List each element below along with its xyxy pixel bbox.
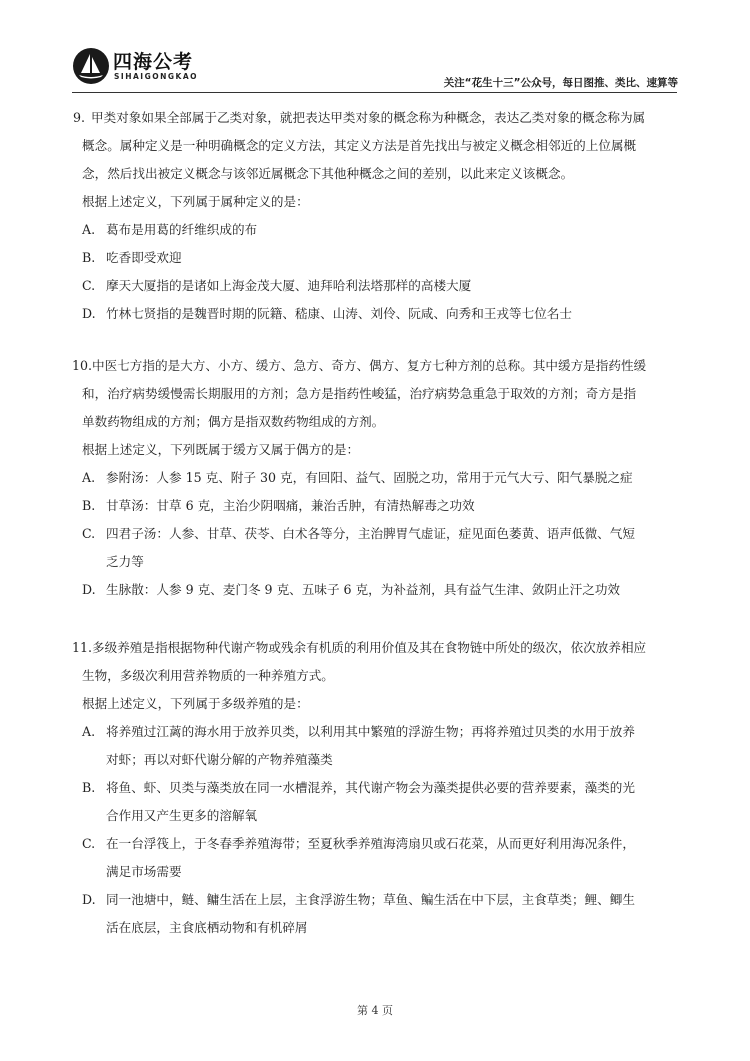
option-text: 甘草汤：甘草 6 克，主治少阴咽痛，兼治舌肿，有清热解毒之功效: [106, 498, 475, 513]
question-stem-line: 生物，多级次利用营养物质的一种养殖方式。: [82, 668, 334, 683]
question-9: [72, 104, 678, 328]
option-text: 葛布是用葛的纤维织成的布: [106, 222, 258, 237]
option-label: A.: [82, 724, 96, 739]
option-c: [72, 830, 678, 858]
option-d: [72, 576, 678, 604]
question-prompt: 根据上述定义，下列既属于缓方又属于偶方的是：: [82, 442, 360, 457]
stem-text: 甲类对象如果全部属于乙类对象，就把表达甲类对象的概念称为种概念，表达乙类对象的概念称为属: [91, 110, 646, 125]
question-stem-line: [72, 104, 678, 132]
sailboat-logo-icon: [73, 48, 109, 84]
question-stem-line: [72, 352, 678, 380]
option-text: 将养殖过江蓠的海水用于放养贝类，以利用其中繁殖的浮游生物；再将养殖过贝类的水用于放养: [106, 724, 635, 739]
option-b: [72, 492, 678, 520]
stem-text: 中医七方指的是大方、小方、缓方、急方、奇方、偶方、复方七种方剂的总称。其中缓方是指药性缓: [92, 358, 647, 373]
option-label: C.: [82, 278, 96, 293]
question-number: 10.: [72, 358, 93, 373]
option-label: A.: [82, 222, 96, 237]
option-a: [72, 216, 678, 244]
option-a: [72, 464, 678, 492]
brand-name: 四海公考: [113, 51, 194, 73]
option-text: 竹林七贤指的是魏晋时期的阮籍、嵇康、山涛、刘伶、阮咸、向秀和王戎等七位名士: [106, 306, 572, 321]
option-text: 吃香即受欢迎: [106, 250, 182, 265]
option-text-continued: 乏力等: [106, 554, 144, 569]
option-label: C.: [82, 526, 96, 541]
option-c: [72, 520, 678, 548]
option-text: 同一池塘中，鲢、鳙生活在上层，主食浮游生物；草鱼、鳊生活在中下层，主食草类；鲤、鲫生: [106, 892, 635, 907]
option-label: B.: [82, 250, 96, 265]
stem-text: 多级养殖是指根据物种代谢产物或残余有机质的利用价值及其在食物链中所处的级次，依次放养相应: [92, 640, 647, 655]
page-header: [0, 0, 750, 92]
option-text: 摩天大厦指的是诸如上海金茂大厦、迪拜哈利法塔那样的高楼大厦: [106, 278, 472, 293]
question-stem-line: 念，然后找出被定义概念与该邻近属概念下其他种概念之间的差别，以此来定义该概念。: [82, 166, 574, 181]
option-label: C.: [82, 836, 96, 851]
question-11: [72, 634, 678, 942]
question-stem-line: 单数药物组成的方剂；偶方是指双数药物组成的方剂。: [82, 414, 385, 429]
question-prompt: 根据上述定义，下列属于多级养殖的是：: [82, 696, 309, 711]
option-text: 参附汤：人参 15 克、附子 30 克，有回阳、益气、固脱之功，常用于元气大亏、阳气暴脱之症: [106, 470, 633, 485]
option-label: A.: [82, 470, 96, 485]
option-label: B.: [82, 498, 96, 513]
option-label: B.: [82, 780, 96, 795]
header-note: 关注“花生十三”公众号，每日图推、类比、速算等: [443, 77, 678, 89]
option-text: 四君子汤：人参、甘草、茯苓、白术各等分，主治脾胃气虚证，症见面色萎黄、语声低微、气短: [106, 526, 635, 541]
question-stem-line: 和，治疗病势缓慢需长期服用的方剂；急方是指药性峻猛，治疗病势急重急于取效的方剂；奇方是指: [82, 386, 637, 401]
question-prompt: 根据上述定义，下列属于属种定义的是：: [82, 194, 309, 209]
option-text-continued: 对虾；再以对虾代谢分解的产物养殖藻类: [106, 752, 333, 767]
option-b: [72, 244, 678, 272]
option-text-continued: 合作用又产生更多的溶解氧: [106, 808, 258, 823]
option-a: [72, 718, 678, 746]
header-divider: [72, 92, 677, 93]
option-text: 生脉散：人参 9 克、麦门冬 9 克、五味子 6 克，为补益剂，具有益气生津、敛阴止汗之功效: [106, 582, 621, 597]
brand-name-pinyin: SIHAIGONGKAO: [114, 72, 199, 81]
option-text-continued: 满足市场需要: [106, 864, 182, 879]
option-b: [72, 774, 678, 802]
option-label: D.: [82, 582, 96, 597]
option-text: 将鱼、虾、贝类与藻类放在同一水槽混养，其代谢产物会为藻类提供必要的营养要素，藻类的光: [106, 780, 635, 795]
question-stem-line: [72, 634, 678, 662]
question-number: 11.: [72, 640, 93, 655]
option-c: [72, 272, 678, 300]
option-text-continued: 活在底层，主食底栖动物和有机碎屑: [106, 920, 308, 935]
question-number: 9.: [72, 110, 85, 125]
page-number: 第 4 页: [357, 1004, 393, 1017]
option-label: D.: [82, 892, 96, 907]
option-d: [72, 886, 678, 914]
question-stem-line: 概念。属种定义是一种明确概念的定义方法，其定义方法是首先找出与被定义概念相邻近的上位属概: [82, 138, 637, 153]
option-d: [72, 300, 678, 328]
option-label: D.: [82, 306, 96, 321]
option-text: 在一台浮筏上，于冬春季养殖海带；至夏秋季养殖海湾扇贝或石花菜，从而更好利用海况条件，: [106, 836, 635, 851]
question-10: [72, 352, 678, 604]
